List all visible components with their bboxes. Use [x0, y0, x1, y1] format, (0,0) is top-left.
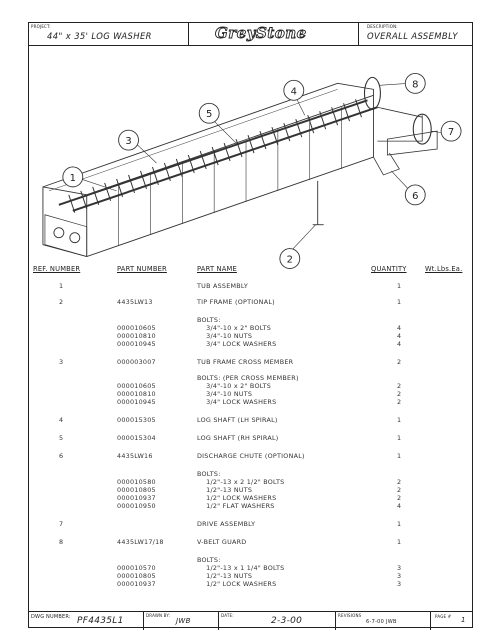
description-text: OVERALL ASSEMBLY [367, 31, 458, 41]
revisions-label: REVISIONS [338, 613, 362, 618]
callout-5: 5 [206, 109, 213, 121]
project-cell [29, 23, 189, 45]
row-part-number: 000015304 [117, 434, 156, 442]
dwg-number-label: DWG NUMBER: [31, 614, 71, 620]
col-part-name: PART NAME [197, 265, 237, 273]
row-part-name: DRIVE ASSEMBLY [197, 520, 256, 528]
row-quantity: 2 [397, 478, 402, 486]
row-part-name: LOG SHAFT (LH SPIRAL) [197, 416, 278, 424]
row-ref: 5 [59, 434, 64, 442]
row-part-number: 000010605 [117, 382, 156, 390]
row-part-name: 3/4" LOCK WASHERS [197, 340, 277, 348]
tub-stiffeners [119, 107, 342, 245]
row-part-name: 3/4" LOCK WASHERS [197, 398, 277, 406]
row-part-number: 4435LW13 [117, 298, 153, 306]
description-label: DESCRIPTION: [367, 24, 398, 29]
row-quantity: 4 [397, 340, 402, 348]
row-part-name: 1/2"-13 x 1 1/4" BOLTS [197, 564, 285, 572]
row-part-number: 000010810 [117, 390, 156, 398]
row-part-name: TUB FRAME CROSS MEMBER [197, 358, 294, 366]
row-part-number: 000010580 [117, 478, 156, 486]
row-part-number: 000010950 [117, 502, 156, 510]
row-quantity: 1 [397, 434, 402, 442]
row-quantity: 4 [397, 324, 402, 332]
project-name: 44" x 35' LOG WASHER [47, 31, 152, 41]
row-part-name: BOLTS: (PER CROSS MEMBER) [197, 374, 299, 382]
row-ref: 2 [59, 298, 64, 306]
dwg-number-cell [29, 612, 144, 630]
callout-7: 7 [447, 127, 455, 139]
discharge-chute [373, 153, 399, 175]
row-part-number: 000015305 [117, 416, 156, 424]
drawn-by-cell [144, 612, 219, 630]
date-cell [219, 612, 336, 630]
row-part-name: 1/2" LOCK WASHERS [197, 580, 277, 588]
drive-base [387, 131, 437, 155]
row-part-number: 000010937 [117, 494, 156, 502]
bearing-left [54, 228, 64, 238]
row-part-name: BOLTS: [197, 316, 221, 324]
project-label: PROJECT: [31, 24, 51, 29]
log-washer-drawing [29, 45, 472, 277]
row-part-name: TIP FRAME (OPTIONAL) [197, 298, 275, 306]
row-part-number: 000003007 [117, 358, 156, 366]
row-part-number: 4435LW17/18 [117, 538, 164, 546]
row-part-number: 000010570 [117, 564, 156, 572]
callout-6: 6 [412, 190, 419, 202]
drawn-by-label: DRAWN BY: [146, 613, 171, 618]
page-number: 1 [461, 616, 466, 624]
row-part-name: 1/2" LOCK WASHERS [197, 494, 277, 502]
row-part-number: 000010605 [117, 324, 156, 332]
row-quantity: 2 [397, 494, 402, 502]
callout-8: 8 [412, 79, 419, 91]
row-part-name: 1/2"-13 x 2 1/2" BOLTS [197, 478, 285, 486]
col-quantity: QUANTITY [371, 265, 407, 273]
row-quantity: 3 [397, 564, 402, 572]
row-part-number: 000010805 [117, 572, 156, 580]
row-quantity: 1 [397, 416, 402, 424]
row-quantity: 1 [397, 452, 402, 460]
row-quantity: 2 [397, 486, 402, 494]
col-weight: Wt.Lbs.Ea. [425, 265, 463, 273]
row-part-name: 3/4"-10 x 2" BOLTS [197, 324, 272, 332]
callout-3: 3 [125, 136, 132, 148]
col-ref-number: REF. NUMBER [33, 265, 81, 273]
date-label: DATE: [221, 613, 234, 618]
row-part-name: 3/4"-10 x 2" BOLTS [197, 382, 272, 390]
row-ref: 6 [59, 452, 64, 460]
date: 2-3-00 [271, 616, 303, 626]
row-part-number: 000010810 [117, 332, 156, 340]
revisions: 6-7-00 JWB [366, 619, 397, 625]
callout-2: 2 [286, 254, 293, 266]
row-quantity: 4 [397, 332, 402, 340]
drawn-by: JWB [176, 617, 191, 625]
row-part-name: BOLTS: [197, 470, 221, 478]
greystone-logo: GreyStone [215, 24, 307, 42]
row-quantity: 1 [397, 298, 402, 306]
row-ref: 3 [59, 358, 64, 366]
dwg-number: PF4435L1 [77, 616, 124, 626]
row-part-name: DISCHARGE CHUTE (OPTIONAL) [197, 452, 305, 460]
row-part-name: 1/2" FLAT WASHERS [197, 502, 275, 510]
row-quantity: 2 [397, 390, 402, 398]
callout-4: 4 [290, 86, 297, 98]
row-quantity: 1 [397, 282, 402, 290]
row-part-number: 000010805 [117, 486, 156, 494]
tub-end-frame [45, 215, 87, 257]
description-cell [359, 23, 474, 45]
row-quantity: 4 [397, 502, 402, 510]
row-part-name: 3/4"-10 NUTS [197, 390, 253, 398]
row-quantity: 2 [397, 358, 402, 366]
row-part-number: 000010945 [117, 340, 156, 348]
title-block [29, 23, 472, 46]
row-part-name: TUB ASSEMBLY [197, 282, 249, 290]
row-part-name: 1/2"-13 NUTS [197, 486, 253, 494]
v-belt-guard [364, 77, 380, 109]
row-quantity: 1 [397, 538, 402, 546]
row-ref: 1 [59, 282, 64, 290]
row-quantity: 3 [397, 580, 402, 588]
row-part-number: 000010945 [117, 398, 156, 406]
row-part-name: BOLTS: [197, 556, 221, 564]
row-quantity: 1 [397, 520, 402, 528]
row-part-number: 000010937 [117, 580, 156, 588]
row-quantity: 3 [397, 572, 402, 580]
drawing-sheet [28, 22, 473, 628]
revisions-cell [336, 612, 431, 630]
row-part-name: 3/4"-10 NUTS [197, 332, 253, 340]
row-part-number: 4435LW16 [117, 452, 153, 460]
row-ref: 4 [59, 416, 64, 424]
row-ref: 7 [59, 520, 64, 528]
bearing-right [70, 233, 80, 243]
row-quantity: 2 [397, 398, 402, 406]
page-label: PAGE # [435, 614, 452, 619]
callout-1: 1 [69, 172, 76, 184]
logo-cell [189, 23, 359, 45]
footer-block [29, 611, 472, 630]
row-part-name: LOG SHAFT (RH SPIRAL) [197, 434, 279, 442]
col-part-number: PART NUMBER [117, 265, 167, 273]
page-cell [431, 612, 474, 630]
row-quantity: 2 [397, 382, 402, 390]
row-part-name: 1/2"-13 NUTS [197, 572, 253, 580]
row-ref: 8 [59, 538, 64, 546]
row-part-name: V-BELT GUARD [197, 538, 247, 546]
